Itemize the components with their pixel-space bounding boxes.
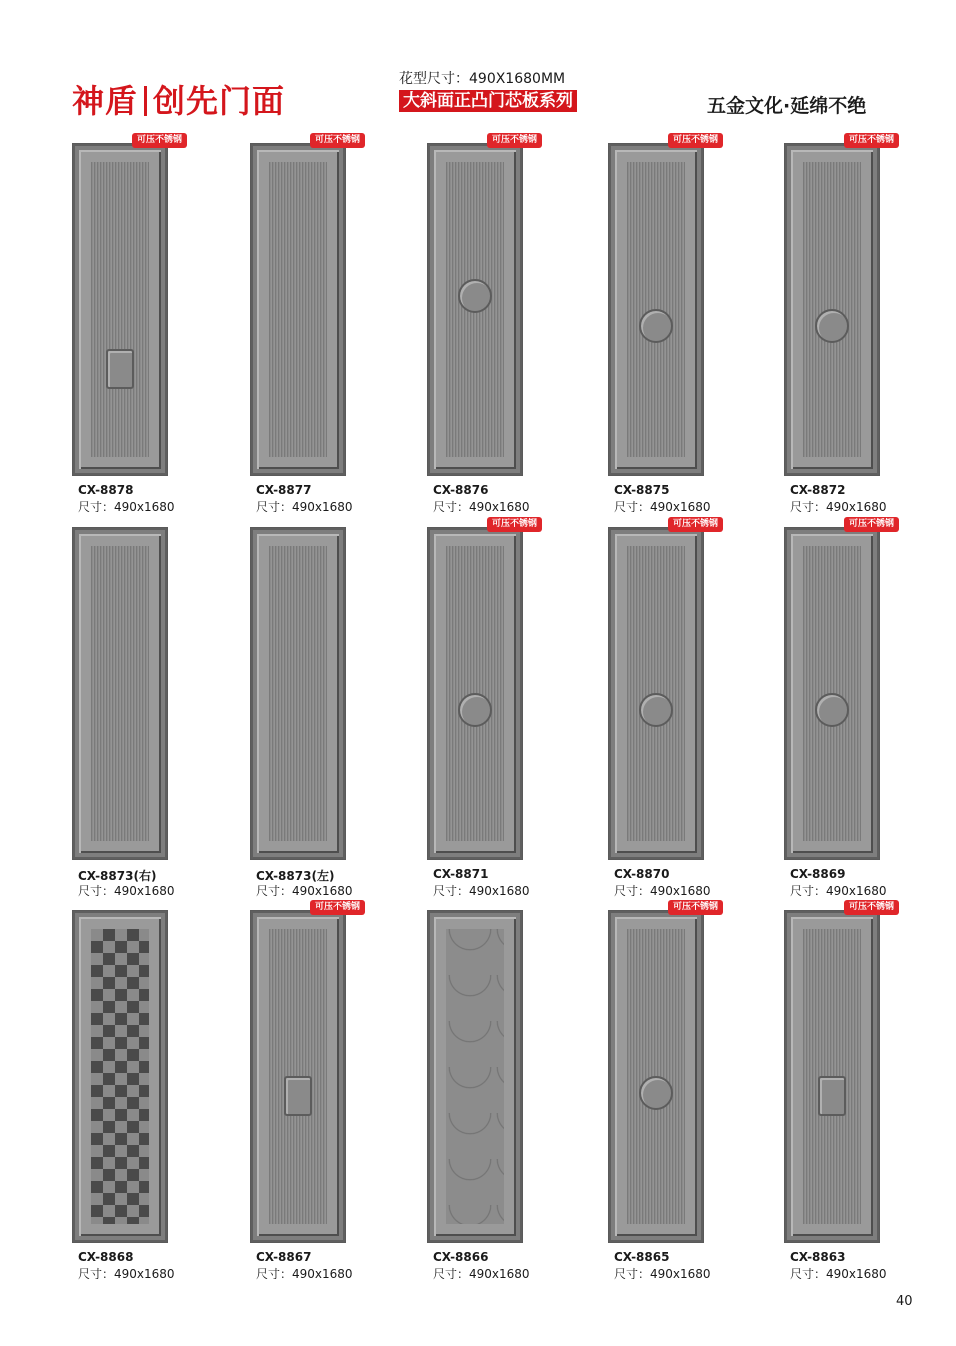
door-panel-image <box>72 527 168 860</box>
product-size: 尺寸：490x1680 <box>790 500 887 514</box>
product-size: 尺寸：490x1680 <box>614 1267 711 1281</box>
stainless-badge: 可压不锈钢 <box>310 133 365 148</box>
product-card <box>784 517 956 897</box>
panel-ornament <box>106 349 134 389</box>
product-size: 尺寸：490x1680 <box>256 884 353 898</box>
product-code: CX-8866 <box>433 1250 489 1264</box>
product-card <box>427 133 607 513</box>
product-code: CX-8869 <box>790 867 846 881</box>
product-size: 尺寸：490x1680 <box>614 884 711 898</box>
brand-name: 神盾 <box>72 82 139 120</box>
product-card <box>784 900 956 1280</box>
panel-ornament <box>639 309 673 343</box>
stainless-badge: 可压不锈钢 <box>668 517 723 532</box>
panel-ornament <box>639 1076 673 1110</box>
product-code: CX-8867 <box>256 1250 312 1264</box>
door-panel-image <box>784 910 880 1243</box>
panel-bevel <box>434 917 516 1236</box>
product-card <box>72 517 252 897</box>
panel-bevel <box>79 150 161 469</box>
panel-ornament <box>284 1076 312 1116</box>
product-code: CX-8871 <box>433 867 489 881</box>
product-size: 尺寸：490x1680 <box>790 884 887 898</box>
panel-ornament <box>639 693 673 727</box>
door-panel-image <box>427 527 523 860</box>
product-card <box>250 517 430 897</box>
product-code: CX-8863 <box>790 1250 846 1264</box>
product-size: 尺寸：490x1680 <box>78 884 175 898</box>
product-card <box>427 517 607 897</box>
product-card <box>72 900 252 1280</box>
panel-ornament <box>458 279 492 313</box>
panel-bevel <box>79 917 161 1236</box>
product-code: CX-8877 <box>256 483 312 497</box>
door-panel-image <box>608 910 704 1243</box>
product-code: CX-8873(左) <box>256 869 335 883</box>
door-panel-image <box>250 143 346 476</box>
stainless-badge: 可压不锈钢 <box>487 133 542 148</box>
product-code: CX-8876 <box>433 483 489 497</box>
stainless-badge: 可压不锈钢 <box>487 517 542 532</box>
panel-bevel <box>257 150 339 469</box>
product-size: 尺寸：490x1680 <box>433 500 530 514</box>
product-size: 尺寸：490x1680 <box>433 1267 530 1281</box>
door-panel-image <box>427 143 523 476</box>
product-code: CX-8872 <box>790 483 846 497</box>
door-panel-image <box>784 143 880 476</box>
brand-divider <box>144 86 147 116</box>
door-panel-image <box>250 910 346 1243</box>
product-size: 尺寸：490x1680 <box>433 884 530 898</box>
series-title: 大斜面正凸门芯板系列 <box>399 90 577 112</box>
panel-ornament <box>818 1076 846 1116</box>
page-number: 40 <box>896 1294 913 1309</box>
product-card <box>608 133 788 513</box>
stainless-badge: 可压不锈钢 <box>668 900 723 915</box>
panel-texture <box>269 546 327 841</box>
panel-bevel <box>257 534 339 853</box>
panel-texture <box>446 929 504 1224</box>
brand-logo <box>72 76 285 122</box>
panel-texture <box>91 546 149 841</box>
panel-texture <box>269 162 327 457</box>
pattern-size-spec: 花型尺寸：490X1680MM <box>399 71 566 87</box>
stainless-badge: 可压不锈钢 <box>844 517 899 532</box>
product-card <box>250 900 430 1280</box>
door-panel-image <box>784 527 880 860</box>
product-card <box>608 900 788 1280</box>
product-size: 尺寸：490x1680 <box>256 500 353 514</box>
panel-ornament <box>815 693 849 727</box>
stainless-badge: 可压不锈钢 <box>132 133 187 148</box>
panel-texture <box>91 929 149 1224</box>
door-panel-image <box>608 527 704 860</box>
product-code: CX-8868 <box>78 1250 134 1264</box>
stainless-badge: 可压不锈钢 <box>844 133 899 148</box>
door-panel-image <box>72 143 168 476</box>
stainless-badge: 可压不锈钢 <box>668 133 723 148</box>
product-code: CX-8878 <box>78 483 134 497</box>
panel-ornament <box>815 309 849 343</box>
product-card <box>784 133 956 513</box>
product-code: CX-8865 <box>614 1250 670 1264</box>
stainless-badge: 可压不锈钢 <box>844 900 899 915</box>
product-size: 尺寸：490x1680 <box>256 1267 353 1281</box>
door-panel-image <box>427 910 523 1243</box>
product-size: 尺寸：490x1680 <box>78 1267 175 1281</box>
panel-texture <box>91 162 149 457</box>
product-code: CX-8875 <box>614 483 670 497</box>
product-code: CX-8873(右) <box>78 869 157 883</box>
product-card <box>608 517 788 897</box>
panel-ornament <box>458 693 492 727</box>
stainless-badge: 可压不锈钢 <box>310 900 365 915</box>
door-panel-image <box>250 527 346 860</box>
panel-bevel <box>79 534 161 853</box>
product-size: 尺寸：490x1680 <box>614 500 711 514</box>
brand-tagline: 创先门面 <box>153 82 286 120</box>
door-panel-image <box>72 910 168 1243</box>
product-card <box>427 900 607 1280</box>
door-panel-image <box>608 143 704 476</box>
slogan: 五金文化·延绵不绝 <box>707 95 867 117</box>
product-size: 尺寸：490x1680 <box>790 1267 887 1281</box>
product-card <box>250 133 430 513</box>
product-size: 尺寸：490x1680 <box>78 500 175 514</box>
product-code: CX-8870 <box>614 867 670 881</box>
product-card <box>72 133 252 513</box>
